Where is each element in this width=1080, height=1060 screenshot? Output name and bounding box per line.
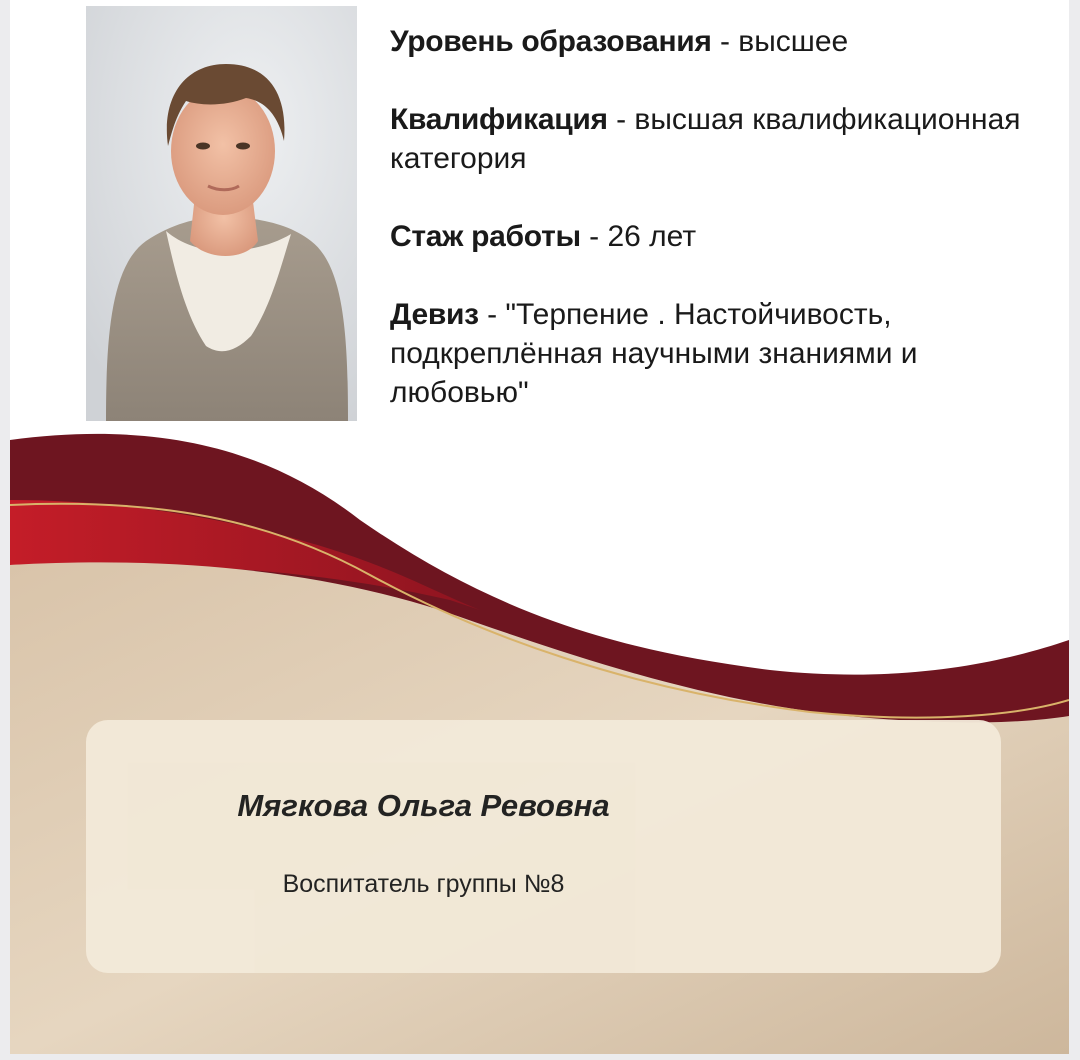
education-line: [390, 22, 1050, 61]
experience-value: - 26 лет: [580, 220, 697, 253]
qualification-value: - высшая квалификационная категория: [390, 103, 1021, 175]
experience-line: [390, 217, 1050, 256]
experience-label: Стаж работы: [390, 220, 581, 253]
teacher-name: Мягкова Ольга Ревовна: [237, 788, 610, 823]
motto-line: [390, 295, 1050, 412]
qualification-line: [390, 100, 1050, 178]
education-value: - высшее: [711, 25, 849, 58]
profile-page: [10, 0, 1069, 1054]
motto-label: Девиз: [390, 298, 479, 331]
motto-value: - "Терпение . Настойчивость, подкреплённая научными знаниями и любовью": [390, 298, 918, 409]
qualification-label: Квалификация: [390, 103, 608, 136]
profile-info: [390, 22, 1050, 451]
teacher-photo: [86, 6, 357, 421]
teacher-role: Воспитатель группы №8: [282, 870, 565, 898]
education-label: Уровень образования: [390, 25, 712, 58]
name-card: [86, 720, 1001, 973]
